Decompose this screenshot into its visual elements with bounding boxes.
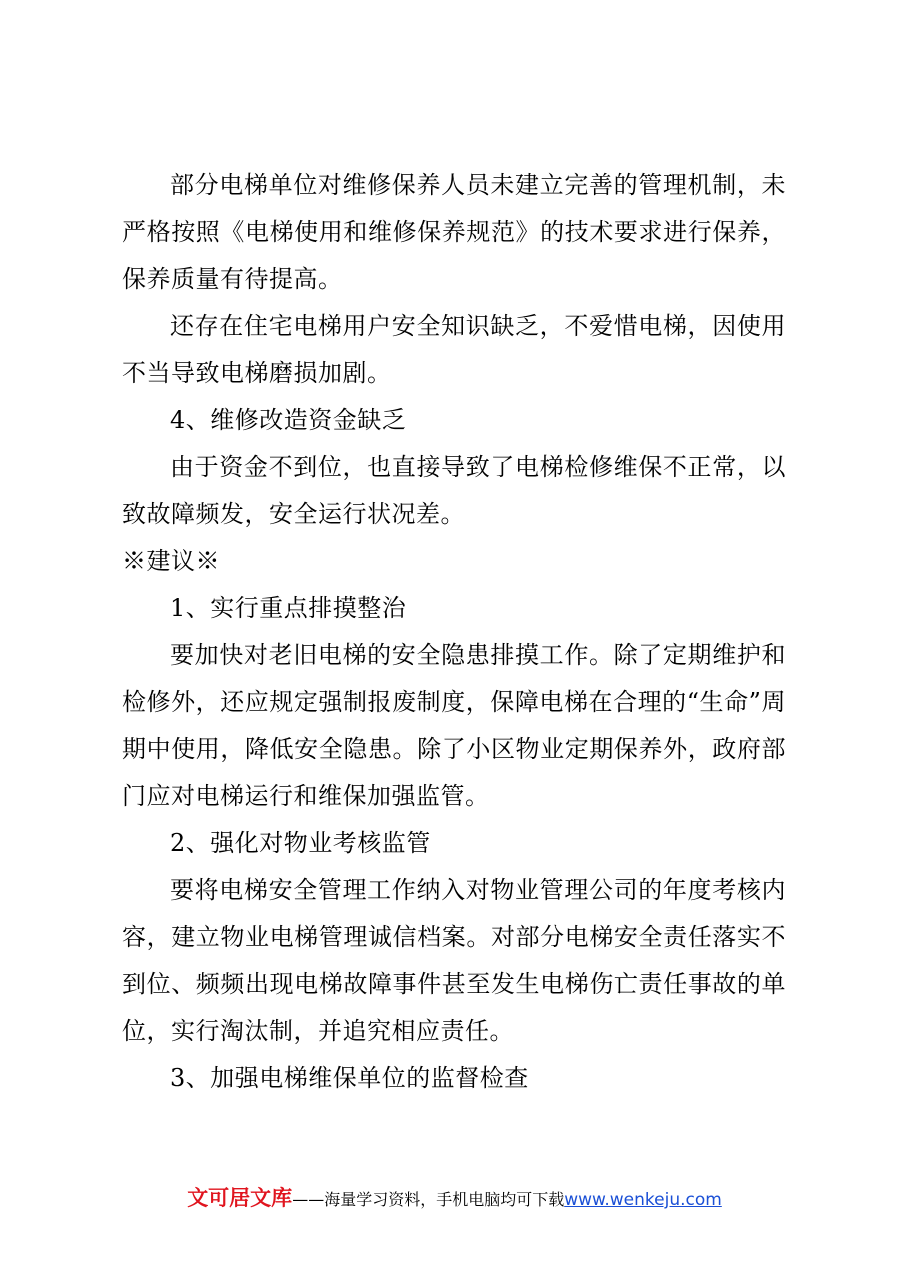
paragraph-user-safety-knowledge: 还存在住宅电梯用户安全知识缺乏，不爱惜电梯，因使用不当导致电梯磨损加剧。 [122, 312, 786, 387]
footer-banner [0, 1182, 909, 1212]
website-link[interactable]: www.wenkeju.com [564, 1190, 722, 1210]
brand-name: 文可居文库 [187, 1186, 293, 1210]
paragraph-suggestion-2: 要将电梯安全管理工作纳入对物业管理公司的年度考核内容，建立物业电梯管理诚信档案。对部分电梯安全责任落实不到位、频频出现电梯故障事件甚至发生电梯伤亡责任事故的单位，实行淘汰制，并追究相应责任。 [122, 876, 786, 1045]
paragraph-suggestion-1: 要加快对老旧电梯的安全隐患排摸工作。除了定期维护和检修外，还应规定强制报废制度，保障电梯在合理的“生命”周期中使用，降低安全隐患。除了小区物业定期保养外，政府部门应对电梯运行和维保加强监管。 [122, 641, 786, 810]
heading-suggestion-1: 1、实行重点排摸整治 [170, 594, 407, 622]
paragraph-funding-impact: 由于资金不到位，也直接导致了电梯检修维保不正常，以致故障频发，安全运行状况差。 [122, 453, 786, 528]
heading-funding-shortage: 4、维修改造资金缺乏 [170, 406, 407, 434]
paragraph-maintenance-mechanism: 部分电梯单位对维修保养人员未建立完善的管理机制，未严格按照《电梯使用和维修保养规范》的技术要求进行保养，保养质量有待提高。 [122, 171, 786, 293]
heading-suggestions: ※建议※ [122, 547, 220, 575]
document-body [122, 162, 786, 1102]
heading-suggestion-2: 2、强化对物业考核监管 [170, 829, 431, 857]
footer-tagline: ——海量学习资料，手机电脑均可下载 [292, 1190, 565, 1209]
heading-suggestion-3: 3、加强电梯维保单位的监督检查 [170, 1064, 529, 1092]
